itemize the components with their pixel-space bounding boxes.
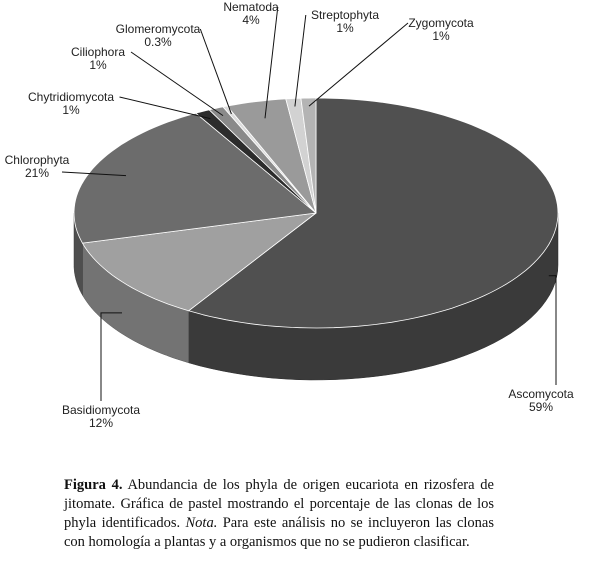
slice-value-chytridiomycota: 1% <box>62 103 80 117</box>
pie-tops <box>74 98 558 328</box>
note-label: Nota. <box>185 515 218 531</box>
leader-ciliophora <box>131 52 223 116</box>
caption-text-1: Abundancia de los phyla de origen eucariota en rizosfera de jitomate. Gráfica de pastel mostrando el porcentaje de las clonas de los phyla identificados. <box>64 477 494 531</box>
slice-label-nematoda: Nematoda <box>223 0 279 14</box>
figure-label: Figura 4. <box>64 477 123 493</box>
slice-label-ascomycota: Ascomycota <box>508 387 574 401</box>
slice-label-chytridiomycota: Chytridiomycota <box>27 90 115 104</box>
slice-value-glomeromycota: 0.3% <box>144 35 172 49</box>
slice-label-glomeromycota: Glomeromycota <box>115 22 201 36</box>
slice-label-zygomycota: Zygomycota <box>408 16 474 30</box>
slice-value-chlorophyta: 21% <box>24 166 50 180</box>
slice-value-streptophyta: 1% <box>336 21 354 35</box>
slice-label-streptophyta: Streptophyta <box>310 8 380 22</box>
leader-streptophyta <box>295 15 306 107</box>
slice-label-chlorophyta: Chlorophyta <box>4 153 70 167</box>
figure-caption <box>64 476 494 552</box>
slice-value-zygomycota: 1% <box>432 29 450 43</box>
slice-label-basidiomycota: Basidiomycota <box>61 403 141 417</box>
leader-chytridiomycota <box>120 97 211 119</box>
leader-zygomycota <box>309 23 408 106</box>
slice-value-nematoda: 4% <box>242 13 260 27</box>
slice-value-basidiomycota: 12% <box>88 416 114 430</box>
caption-text-2: Para este análisis no se incluyeron las clonas con homología a plantas y a organismos que no se pudieron clasificar. <box>64 515 494 550</box>
leader-glomeromycota <box>200 29 231 114</box>
slice-value-ascomycota: 59% <box>528 400 554 414</box>
slice-value-ciliophora: 1% <box>89 58 107 72</box>
slice-label-ciliophora: Ciliophora <box>70 45 126 59</box>
